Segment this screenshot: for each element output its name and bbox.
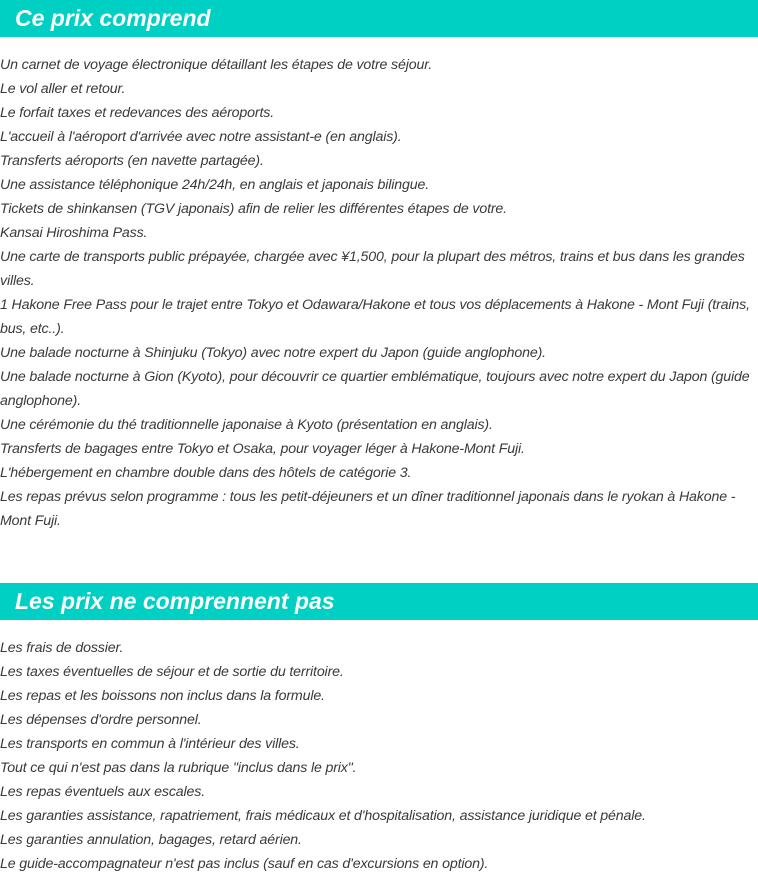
excluded-item: Les garanties assistance, rapatriement, frais médicaux et d'hospitalisation, assistance juridique et pénale. xyxy=(0,808,646,824)
excluded-item: Les frais de dossier. xyxy=(0,640,124,656)
included-item: Le vol aller et retour. xyxy=(0,81,126,97)
excluded-item: Tout ce qui n'est pas dans la rubrique "inclus dans le prix". xyxy=(0,760,357,776)
excluded-section-title: Les prix ne comprennent pas xyxy=(0,583,758,620)
excluded-item: Les dépenses d'ordre personnel. xyxy=(0,712,202,728)
included-item: Kansai Hiroshima Pass. xyxy=(0,225,148,241)
included-item: Transferts de bagages entre Tokyo et Osaka, pour voyager léger à Hakone-Mont Fuji. xyxy=(0,441,525,457)
included-item: Transferts aéroports (en navette partagée). xyxy=(0,153,264,169)
excluded-item: Les transports en commun à l'intérieur des villes. xyxy=(0,736,300,752)
included-item: Une balade nocturne à Shinjuku (Tokyo) avec notre expert du Japon (guide anglophone). xyxy=(0,345,546,361)
included-item: Les repas prévus selon programme : tous les petit-déjeuners et un dîner traditionnel japonais dans le ryokan à Hakone - Mont Fuji. xyxy=(0,489,736,529)
included-item: Une assistance téléphonique 24h/24h, en anglais et japonais bilingue. xyxy=(0,177,429,193)
included-item: Une cérémonie du thé traditionnelle japonaise à Kyoto (présentation en anglais). xyxy=(0,417,493,433)
included-item: L'hébergement en chambre double dans des hôtels de catégorie 3. xyxy=(0,465,412,481)
excluded-item: Le guide-accompagnateur n'est pas inclus (sauf en cas d'excursions en option). xyxy=(0,856,489,872)
excluded-item: Les repas éventuels aux escales. xyxy=(0,784,205,800)
excluded-item: Les garanties annulation, bagages, retard aérien. xyxy=(0,832,302,848)
included-item: Une balade nocturne à Gion (Kyoto), pour découvrir ce quartier emblématique, toujours avec notre expert du Japon (guide anglophone). xyxy=(0,369,750,409)
excluded-list xyxy=(0,636,758,876)
excluded-item: Les taxes éventuelles de séjour et de sortie du territoire. xyxy=(0,664,344,680)
excluded-item: Les repas et les boissons non inclus dans la formule. xyxy=(0,688,325,704)
included-item: L'accueil à l'aéroport d'arrivée avec notre assistant-e (en anglais). xyxy=(0,129,402,145)
included-section-title: Ce prix comprend xyxy=(0,0,758,37)
included-item: Une carte de transports public prépayée, chargée avec ¥1,500, pour la plupart des métros, trains et bus dans les grandes villes. xyxy=(0,249,745,289)
included-item: Le forfait taxes et redevances des aéroports. xyxy=(0,105,275,121)
included-item: Tickets de shinkansen (TGV japonais) afin de relier les différentes étapes de votre. xyxy=(0,201,507,217)
included-item: 1 Hakone Free Pass pour le trajet entre Tokyo et Odawara/Hakone et tous vos déplacements à Hakone - Mont Fuji (trains, bus, etc..). xyxy=(0,297,750,337)
included-item: Un carnet de voyage électronique détaillant les étapes de votre séjour. xyxy=(0,57,433,73)
included-list xyxy=(0,53,758,533)
